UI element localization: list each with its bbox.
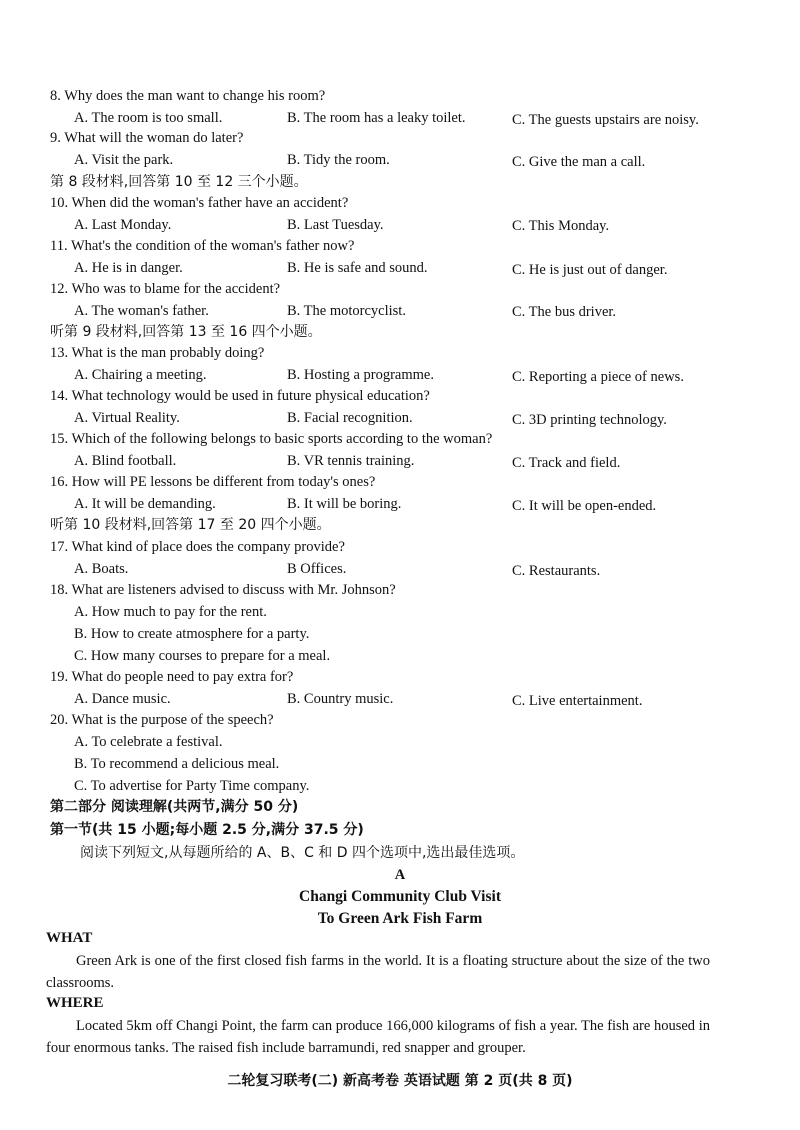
question-11-option-b: B. He is safe and sound. xyxy=(287,260,428,276)
question-13-option-c: C. Reporting a piece of news. xyxy=(512,369,684,385)
question-16-stem: 16. How will PE lessons be different from today's ones? xyxy=(50,474,376,490)
question-13-option-b: B. Hosting a programme. xyxy=(287,367,434,383)
question-12-option-a: A. The woman's father. xyxy=(74,303,209,319)
question-15-option-b: B. VR tennis training. xyxy=(287,453,415,469)
segment-8-instruction: 第 8 段材料,回答第 10 至 12 三个小题。 xyxy=(50,174,308,190)
question-17-stem: 17. What kind of place does the company provide? xyxy=(50,539,345,555)
question-14-option-b: B. Facial recognition. xyxy=(287,410,413,426)
question-10-option-b: B. Last Tuesday. xyxy=(287,217,384,233)
where-heading: WHERE xyxy=(46,995,104,1011)
question-16-option-a: A. It will be demanding. xyxy=(74,496,216,512)
question-14-option-c: C. 3D printing technology. xyxy=(512,412,667,428)
question-14-option-a: A. Virtual Reality. xyxy=(74,410,180,426)
question-10-stem: 10. When did the woman's father have an accident? xyxy=(50,195,349,211)
question-9-option-b: B. Tidy the room. xyxy=(287,152,390,168)
question-19-option-a: A. Dance music. xyxy=(74,691,171,707)
question-18-option-c: C. How many courses to prepare for a meal. xyxy=(74,648,331,664)
question-18-option-b: B. How to create atmosphere for a party. xyxy=(74,626,310,642)
question-20-option-b: B. To recommend a delicious meal. xyxy=(74,756,280,772)
passage-title-line-1: Changi Community Club Visit xyxy=(299,888,501,905)
question-10-option-a: A. Last Monday. xyxy=(74,217,172,233)
question-11-stem: 11. What's the condition of the woman's father now? xyxy=(50,238,355,254)
what-paragraph: Green Ark is one of the first closed fish farms in the world. It is a floating structure about the size of the two classrooms. xyxy=(46,953,710,991)
question-12-stem: 12. Who was to blame for the accident? xyxy=(50,281,281,297)
what-heading: WHAT xyxy=(46,930,93,946)
segment-10-instruction: 听第 10 段材料,回答第 17 至 20 四个小题。 xyxy=(50,517,331,533)
question-17-option-b: B Offices. xyxy=(287,561,347,577)
question-19-option-c: C. Live entertainment. xyxy=(512,693,643,709)
question-17-option-c: C. Restaurants. xyxy=(512,563,601,579)
section-1-heading: 第一节(共 15 小题;每小题 2.5 分,满分 37.5 分) xyxy=(50,822,364,838)
question-15-stem: 15. Which of the following belongs to basic sports according to the woman? xyxy=(50,431,493,447)
question-8-option-a: A. The room is too small. xyxy=(74,110,223,126)
question-19-option-b: B. Country music. xyxy=(287,691,394,707)
question-20-stem: 20. What is the purpose of the speech? xyxy=(50,712,274,728)
question-17-option-a: A. Boats. xyxy=(74,561,129,577)
question-13-stem: 13. What is the man probably doing? xyxy=(50,345,265,361)
question-19-stem: 19. What do people need to pay extra for? xyxy=(50,669,294,685)
reading-directions: 阅读下列短文,从每题所给的 A、B、C 和 D 四个选项中,选出最佳选项。 xyxy=(80,845,525,861)
question-18-option-a: A. How much to pay for the rent. xyxy=(74,604,267,620)
question-20-option-a: A. To celebrate a festival. xyxy=(74,734,223,750)
question-12-option-c: C. The bus driver. xyxy=(512,304,617,320)
question-9-option-a: A. Visit the park. xyxy=(74,152,174,168)
question-9-stem: 9. What will the woman do later? xyxy=(50,130,244,146)
question-14-stem: 14. What technology would be used in future physical education? xyxy=(50,388,430,404)
question-9-option-c: C. Give the man a call. xyxy=(512,154,646,170)
question-12-option-b: B. The motorcyclist. xyxy=(287,303,406,319)
question-20-option-c: C. To advertise for Party Time company. xyxy=(74,778,310,794)
question-18-stem: 18. What are listeners advised to discuss with Mr. Johnson? xyxy=(50,582,396,598)
question-8-option-b: B. The room has a leaky toilet. xyxy=(287,110,466,126)
part-2-heading: 第二部分 阅读理解(共两节,满分 50 分) xyxy=(50,799,299,815)
passage-label: A xyxy=(394,867,406,883)
question-15-option-a: A. Blind football. xyxy=(74,453,177,469)
question-11-option-c: C. He is just out of danger. xyxy=(512,262,668,278)
where-paragraph: Located 5km off Changi Point, the farm can produce 166,000 kilograms of fish a year. The fish are housed in four enormous tanks. The raised fish include barramundi, red snapper and grouper. xyxy=(46,1018,710,1056)
question-16-option-b: B. It will be boring. xyxy=(287,496,402,512)
question-13-option-a: A. Chairing a meeting. xyxy=(74,367,207,383)
question-15-option-c: C. Track and field. xyxy=(512,455,621,471)
segment-9-instruction: 听第 9 段材料,回答第 13 至 16 四个小题。 xyxy=(50,324,322,340)
question-11-option-a: A. He is in danger. xyxy=(74,260,183,276)
question-8-stem: 8. Why does the man want to change his room? xyxy=(50,88,326,104)
question-16-option-c: C. It will be open-ended. xyxy=(512,498,657,514)
question-10-option-c: C. This Monday. xyxy=(512,218,610,234)
page-footer: 二轮复习联考(二) 新高考卷 英语试题 第 2 页(共 8 页) xyxy=(227,1073,573,1089)
question-8-option-c: C. The guests upstairs are noisy. xyxy=(512,112,699,128)
passage-title-line-2: To Green Ark Fish Farm xyxy=(317,910,483,927)
